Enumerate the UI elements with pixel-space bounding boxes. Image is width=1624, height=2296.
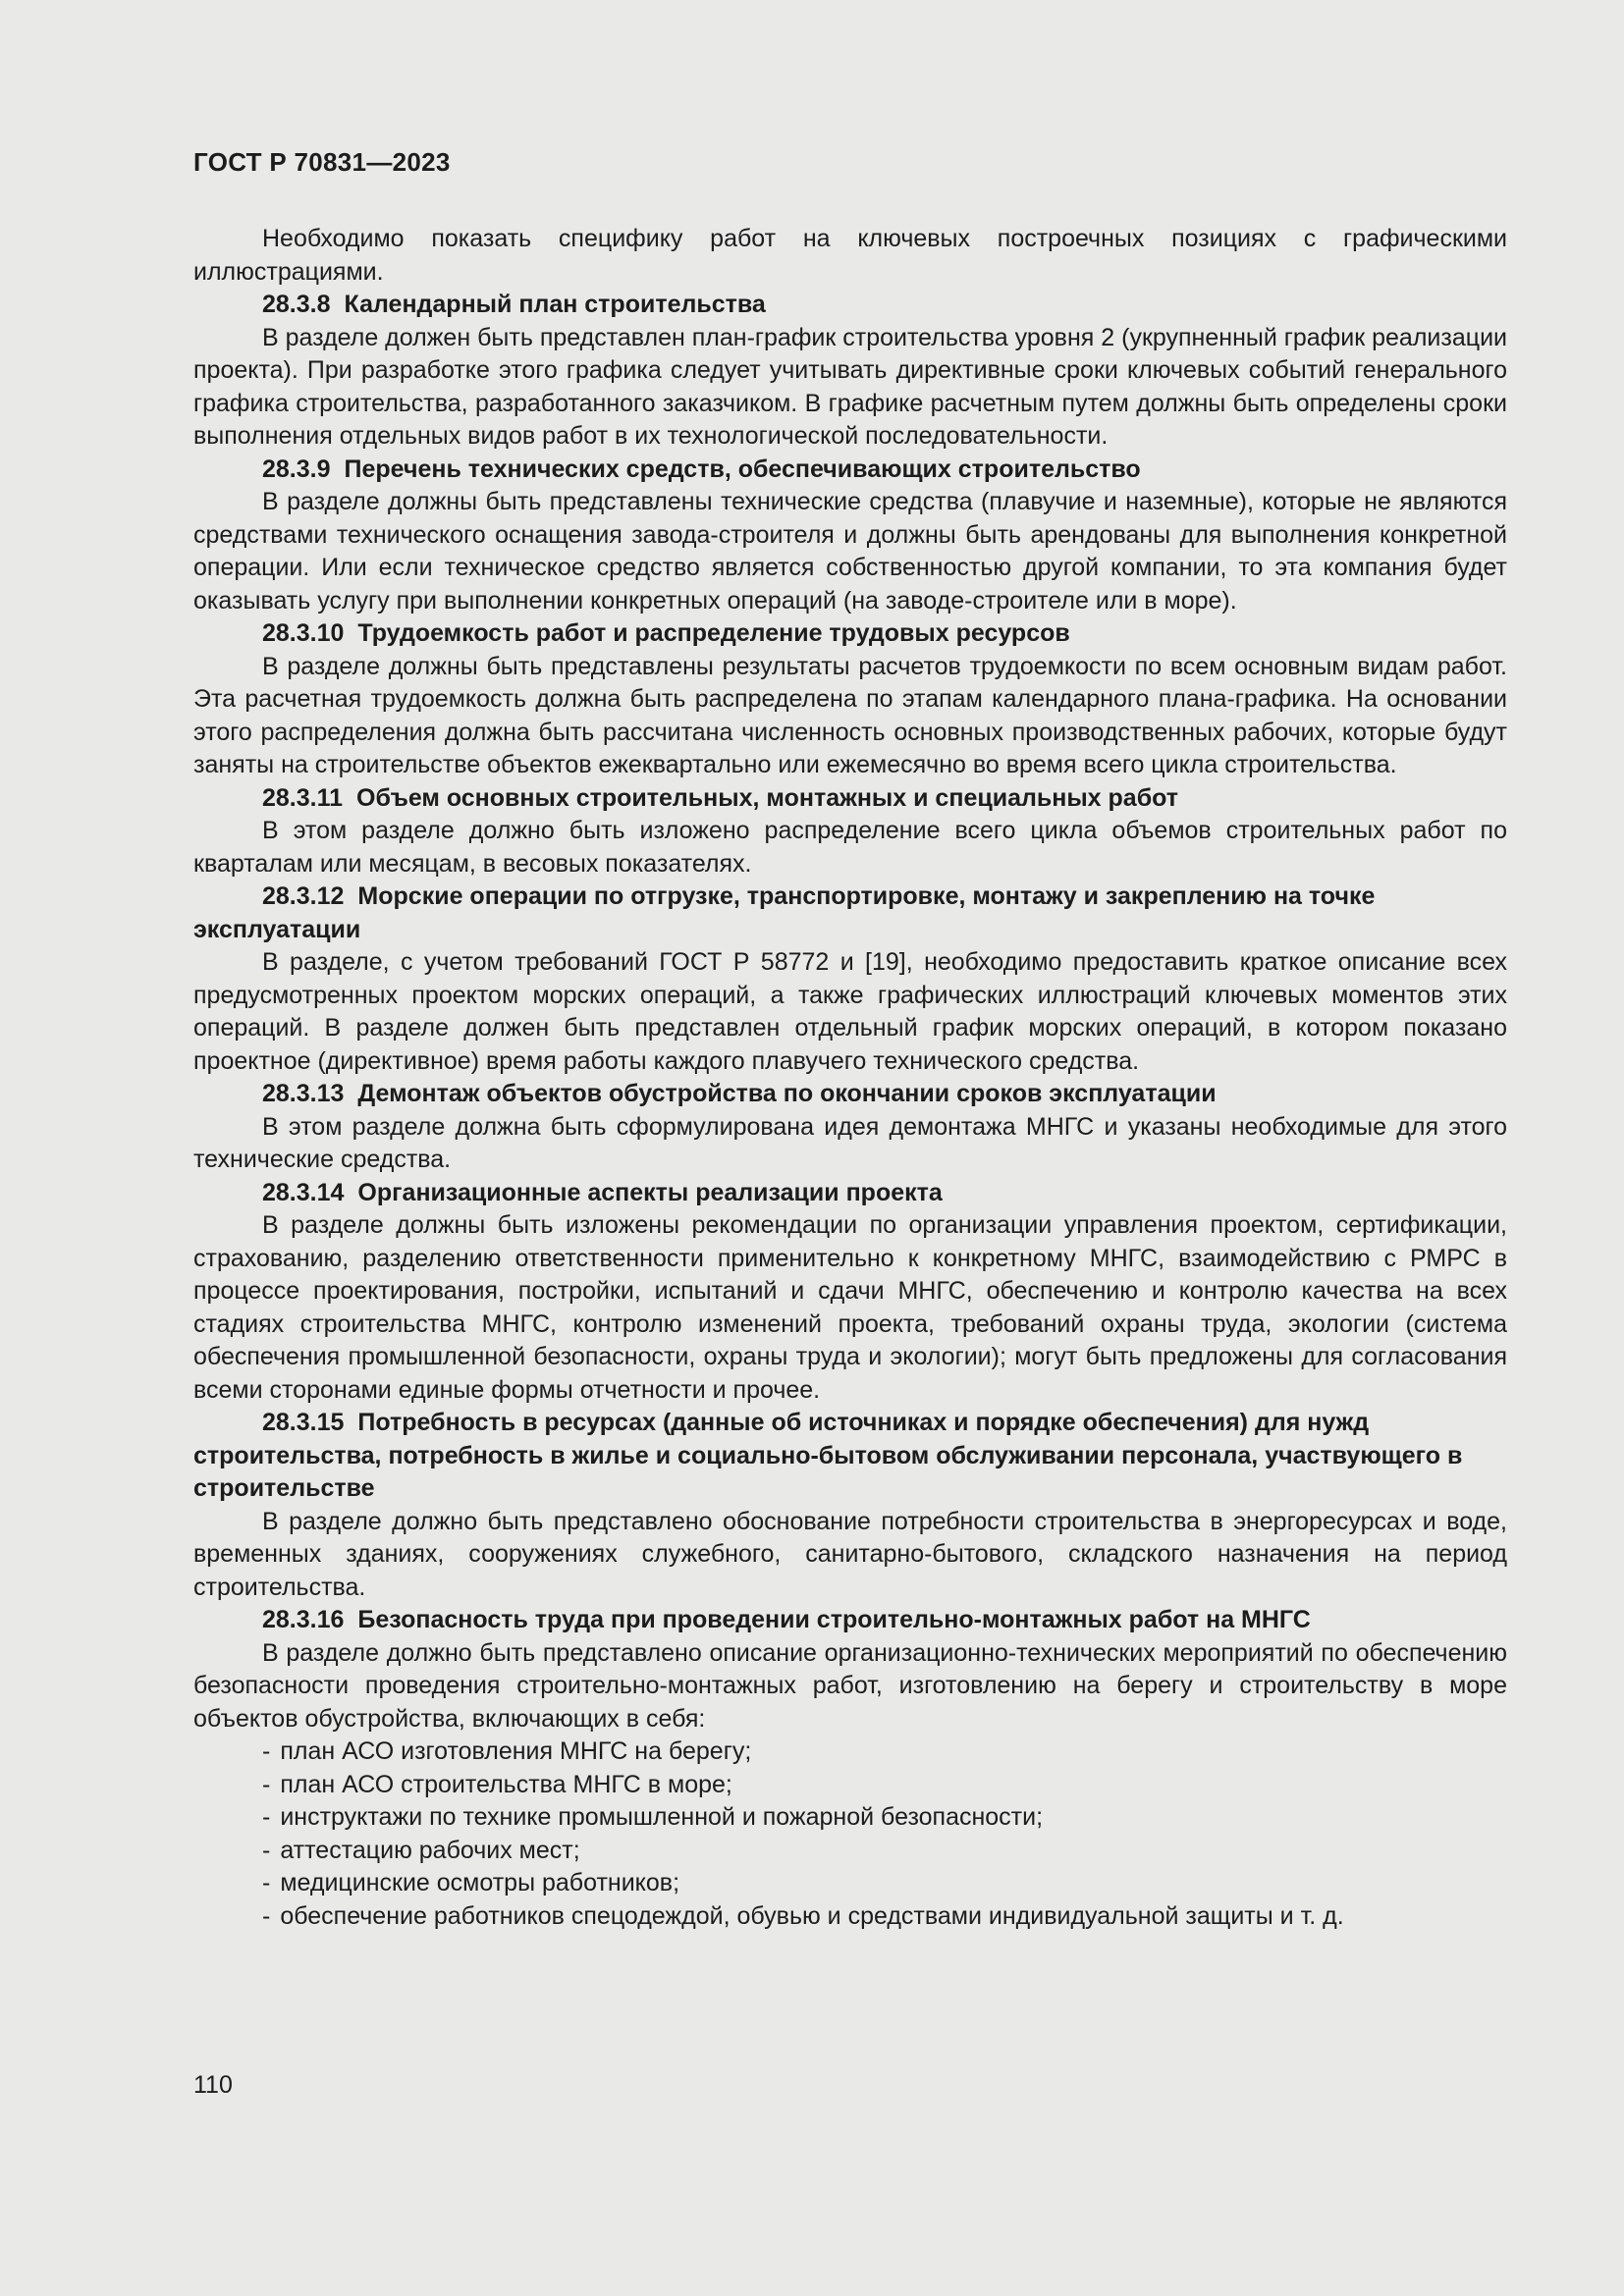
- list-item: [193, 1769, 1507, 1802]
- section-number: 28.3.8: [262, 291, 331, 318]
- section-heading: [193, 1604, 1507, 1637]
- body-paragraph: В разделе должно быть представлено описание организационно-технических мероприятий по обеспечению безопасности проведения строительно-монтажных работ, изготовлению на берегу и строительству в море объектов обустройства, включающих в себя:: [193, 1638, 1507, 1733]
- section-heading: [193, 617, 1507, 651]
- section-title: Трудоемкость работ и распределение трудовых ресурсов: [357, 619, 1070, 647]
- list-item-text: медицинские осмотры работников;: [280, 1869, 680, 1896]
- body-paragraph: В разделе должны быть представлены технические средства (плавучие и наземные), которые не являются средствами технического оснащения завода-строителя и должны быть арендованы для выполнения конкретной операции. Или если техническое средство является собственностью другой компании, то эта компания будет оказывать услугу при выполнении конкретных операций (на заводе-строителе или в море).: [193, 488, 1507, 614]
- document-body: [193, 223, 1507, 1933]
- body-paragraph: В разделе, с учетом требований ГОСТ Р 58772 и [19], необходимо предоставить краткое описание всех предусмотренных проектом морских операций, а также графических иллюстраций ключевых моментов этих операций. В разделе должен быть представлен отдельный график морских операций, в котором показано проектное (директивное) время работы каждого плавучего технического средства.: [193, 948, 1507, 1075]
- section-title: Безопасность труда при проведении строительно-монтажных работ на МНГС: [357, 1606, 1311, 1633]
- section-title: Календарный план строительства: [344, 291, 766, 318]
- list-item: [193, 1801, 1507, 1835]
- section-number: 28.3.10: [262, 619, 345, 647]
- section-title: Морские операции по отгрузке, транспортировке, монтажу и закреплению на точке эксплуатации: [193, 882, 1376, 943]
- list-item-text: план АСО строительства МНГС в море;: [280, 1770, 732, 1798]
- list-item-text: инструктажи по технике промышленной и пожарной безопасности;: [280, 1803, 1044, 1831]
- section-heading: [193, 782, 1507, 816]
- list-marker: -: [262, 1770, 271, 1798]
- section-title: Демонтаж объектов обустройства по окончании сроков эксплуатации: [357, 1080, 1217, 1107]
- list-item: [193, 1835, 1507, 1868]
- section-number: 28.3.12: [262, 882, 345, 910]
- list-marker: -: [262, 1836, 271, 1864]
- list-item-text: обеспечение работников спецодеждой, обувью и средствами индивидуальной защиты и т. д.: [280, 1901, 1344, 1930]
- section-title: Организационные аспекты реализации проекта: [357, 1178, 943, 1206]
- section-title: Потребность в ресурсах (данные об источниках и порядке обеспечения) для нужд строительства, потребность в жилье и социально-бытовом обслуживании персонала, участвующего в строительстве: [193, 1409, 1463, 1502]
- section-heading: [193, 881, 1507, 946]
- section-number: 28.3.11: [262, 783, 344, 812]
- body-paragraph: В разделе должно быть представлено обоснование потребности строительства в энергоресурсах и воде, временных зданиях, сооружениях служебного, санитарно-бытового, складского назначения на период строительства.: [193, 1507, 1507, 1601]
- section-heading: [193, 1407, 1507, 1506]
- section-number: 28.3.16: [262, 1606, 345, 1633]
- body-paragraph: В этом разделе должна быть сформулирована идея демонтажа МНГС и указаны необходимые для этого технические средства.: [193, 1112, 1507, 1173]
- list-marker: -: [262, 1737, 271, 1765]
- section-heading: [193, 454, 1507, 487]
- section-number: 28.3.14: [262, 1178, 345, 1206]
- section-title: Перечень технических средств, обеспечивающих строительство: [344, 454, 1141, 483]
- body-paragraph: В разделе должны быть изложены рекомендации по организации управления проектом, сертификации, страхованию, разделению ответственности применительно к конкретному МНГС, взаимодействию с РМРС в процессе проектирования, постройки, испытаний и сдачи МНГС, обеспечению и контролю качества на всех стадиях строительства МНГС, контролю изменений проекта, требований охраны труда, экологии (система обеспечения промышленной безопасности, охраны труда и экологии); могут быть предложены для согласования всеми сторонами единые формы отчетности и прочее.: [193, 1211, 1507, 1404]
- list-item-text: план АСО изготовления МНГС на берегу;: [280, 1737, 752, 1765]
- section-heading: [193, 1177, 1507, 1210]
- list-marker: -: [262, 1869, 271, 1896]
- section-title: Объем основных строительных, монтажных и специальных работ: [356, 783, 1179, 812]
- requirements-list: [193, 1735, 1507, 1933]
- list-item-text: аттестацию рабочих мест;: [280, 1836, 580, 1864]
- body-paragraph: В этом разделе должно быть изложено распределение всего цикла объемов строительных работ по кварталам или месяцам, в весовых показателях.: [193, 817, 1507, 878]
- list-item: [193, 1900, 1507, 1934]
- body-paragraph: В разделе должен быть представлен план-график строительства уровня 2 (укрупненный график реализации проекта). При разработке этого графика следует учитывать директивные сроки ключевых событий генерального графика строительства, разработанного заказчиком. В графике расчетным путем должны быть определены сроки выполнения отдельных видов работ в их технологической последовательности.: [193, 323, 1507, 450]
- page-number: 110: [193, 2071, 233, 2099]
- section-number: 28.3.9: [262, 454, 331, 483]
- body-paragraph: В разделе должны быть представлены результаты расчетов трудоемкости по всем основным видам работ. Эта расчетная трудоемкость должна быть распределена по этапам календарного плана-графика. На основании этого распределения должна быть рассчитана численность основных производственных рабочих, которые будут заняты на строительстве объектов ежеквартально или ежемесячно во время всего цикла строительства.: [193, 652, 1507, 778]
- list-marker: -: [262, 1803, 271, 1831]
- list-item: [193, 1867, 1507, 1900]
- list-marker: -: [262, 1901, 271, 1930]
- section-heading: [193, 289, 1507, 322]
- paragraphs-container: [193, 223, 1507, 1735]
- document-code-header: ГОСТ Р 70831—2023: [193, 147, 451, 177]
- section-number: 28.3.13: [262, 1080, 345, 1107]
- list-item: [193, 1735, 1507, 1769]
- section-number: 28.3.15: [262, 1409, 345, 1436]
- section-heading: [193, 1078, 1507, 1111]
- body-paragraph: Необходимо показать специфику работ на ключевых построечных позициях с графическими иллюстрациями.: [193, 225, 1507, 286]
